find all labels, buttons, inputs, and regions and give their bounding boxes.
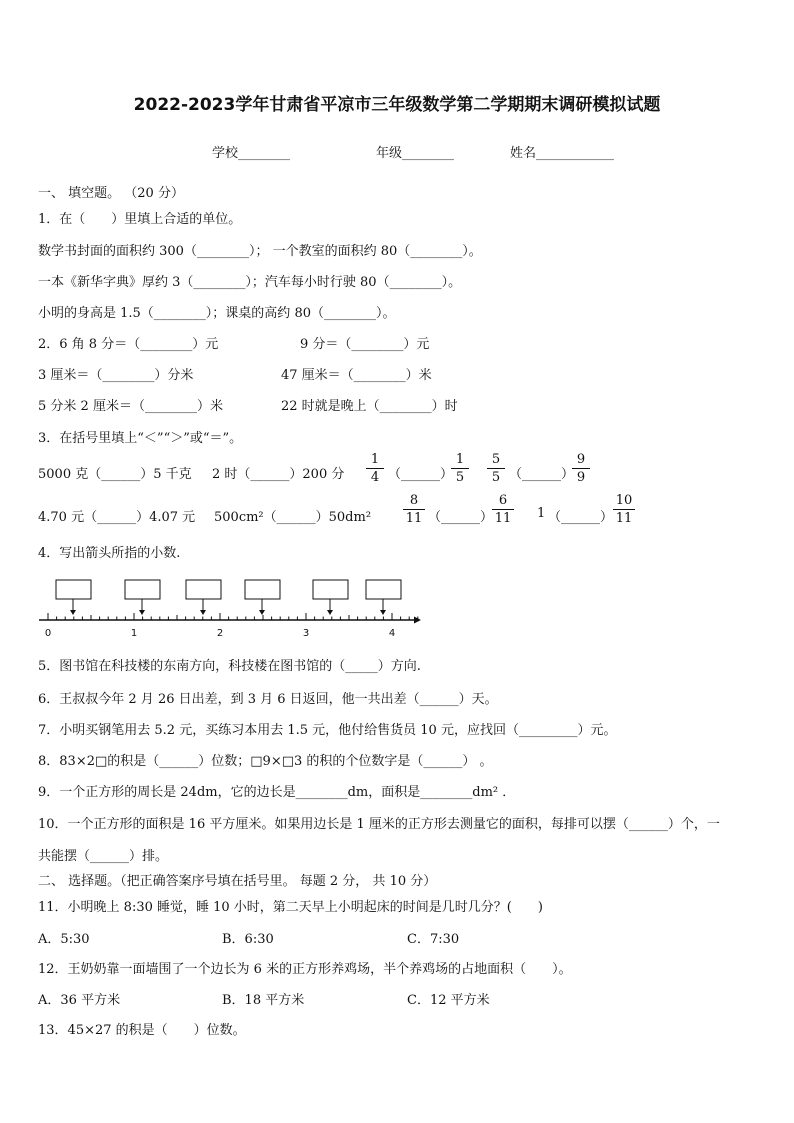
question-12-stem: 12．王奶奶靠一面墙围了一个边长为 6 米的正方形养鸡场，半个养鸡场的占地面积（ ）。 — [38, 962, 572, 977]
question-5: 5．图书馆在科技楼的东南方向，科技楼在图书馆的（_____）方向. — [38, 659, 421, 674]
tick-label: 4 — [388, 628, 396, 639]
answer-box — [186, 580, 221, 599]
question-2-part-d: 47 厘米＝（________）米 — [281, 368, 432, 383]
question-3-stem: 3．在括号里填上“＜”“＞”或“＝”。 — [38, 431, 243, 446]
tick-label: 3 — [302, 628, 310, 639]
question-11-stem: 11．小明晚上 8:30 睡觉，睡 10 小时，第二天早上小明起床的时间是几时几分？( ) — [38, 900, 543, 915]
fraction-5-5: 5 5 — [487, 452, 505, 485]
section-heading-fill-blank: 一、 填空题。 （20 分） — [38, 186, 184, 201]
question-11-option-c: C．7:30 — [407, 932, 460, 947]
question-3-compare-2: 2 时（______）200 分 — [212, 467, 345, 482]
question-12-option-c: C．12 平方米 — [407, 993, 490, 1008]
tick-label: 0 — [44, 628, 52, 639]
question-2-part-b: 9 分＝（________）元 — [300, 337, 430, 352]
question-3-compare-1: 5000 克（______）5 千克 — [38, 467, 192, 482]
question-10-line-1: 10．一个正方形的面积是 16 平方厘米。如果用边长是 1 厘米的正方形去测量它的面积，每排可以摆（______）个，一 — [38, 817, 720, 832]
tick-label: 1 — [130, 628, 138, 639]
compare-blank: （______） — [388, 467, 454, 482]
question-12-option-b: B．18 平方米 — [222, 993, 305, 1008]
question-1-line-2: 一本《新华字典》厚约 3（________）；汽车每小时行驶 80（________）。 — [38, 275, 462, 290]
question-9: 9．一个正方形的周长是 24dm，它的边长是________dm，面积是________dm² ． — [38, 785, 516, 800]
page-title: 2022-2023学年甘肃省平凉市三年级数学第二学期期末调研模拟试题 — [133, 95, 661, 115]
question-4-stem: 4．写出箭头所指的小数. — [38, 546, 181, 561]
question-3-compare-3: 4.70 元（______）4.07 元 — [38, 510, 196, 525]
question-2-part-e: 5 分米 2 厘米＝（________）米 — [38, 399, 223, 414]
name-field: 姓名____________ — [510, 146, 615, 161]
answer-box — [125, 580, 160, 599]
question-2-part-a: 2．6 角 8 分＝（________）元 — [38, 337, 219, 352]
grade-field: 年级________ — [376, 146, 455, 161]
fraction-8-11: 8 11 — [403, 493, 425, 526]
tick-label: 2 — [216, 628, 224, 639]
question-12-option-a: A．36 平方米 — [38, 993, 121, 1008]
compare-blank: （______） — [548, 510, 614, 525]
question-6: 6．王叔叔今年 2 月 26 日出差，到 3 月 6 日返回，他一共出差（______）天。 — [38, 692, 498, 707]
fraction-6-11: 6 11 — [492, 493, 514, 526]
compare-blank: （______） — [428, 510, 494, 525]
question-7: 7．小明买钢笔用去 5.2 元，买练习本用去 1.5 元，他付给售货员 10 元，应找回（_________）元。 — [38, 723, 617, 738]
question-2-part-f: 22 时就是晚上（________）时 — [281, 399, 458, 414]
question-1-line-1: 数学书封面的面积约 300（________）； 一个教室的面积约 80（________）。 — [38, 244, 482, 259]
question-1-line-3: 小明的身高是 1.5（________）；课桌的高约 80（________）。 — [38, 306, 396, 321]
school-field: 学校________ — [212, 146, 291, 161]
answer-box — [313, 580, 348, 599]
question-2-part-c: 3 厘米＝（________）分米 — [38, 368, 194, 383]
fraction-1-4: 1 4 — [366, 452, 384, 485]
fraction-10-11: 10 11 — [613, 493, 635, 526]
question-10-line-2: 共能摆（______）排。 — [38, 849, 169, 864]
fraction-1-5: 1 5 — [451, 452, 469, 485]
answer-box — [56, 580, 91, 599]
question-11-option-b: B．6:30 — [222, 932, 274, 947]
answer-box — [245, 580, 280, 599]
compare-blank: （______） — [509, 467, 575, 482]
answer-box — [366, 580, 401, 599]
number-line — [36, 578, 426, 640]
whole-number-one: 1 — [537, 506, 546, 521]
question-1-stem: 1．在（ ）里填上合适的单位。 — [38, 212, 242, 227]
question-3-compare-4: 500cm²（______）50dm² — [214, 510, 372, 525]
question-8: 8．83×2□的积是（______）位数；□9×□3 的积的个位数字是（______） 。 — [38, 754, 493, 769]
section-heading-multiple-choice: 二、 选择题。（把正确答案序号填在括号里。 每题 2 分， 共 10 分） — [38, 874, 437, 889]
question-13: 13．45×27 的积是（ ）位数。 — [38, 1023, 246, 1038]
fraction-9-9: 9 9 — [572, 452, 590, 485]
question-11-option-a: A．5:30 — [38, 932, 90, 947]
